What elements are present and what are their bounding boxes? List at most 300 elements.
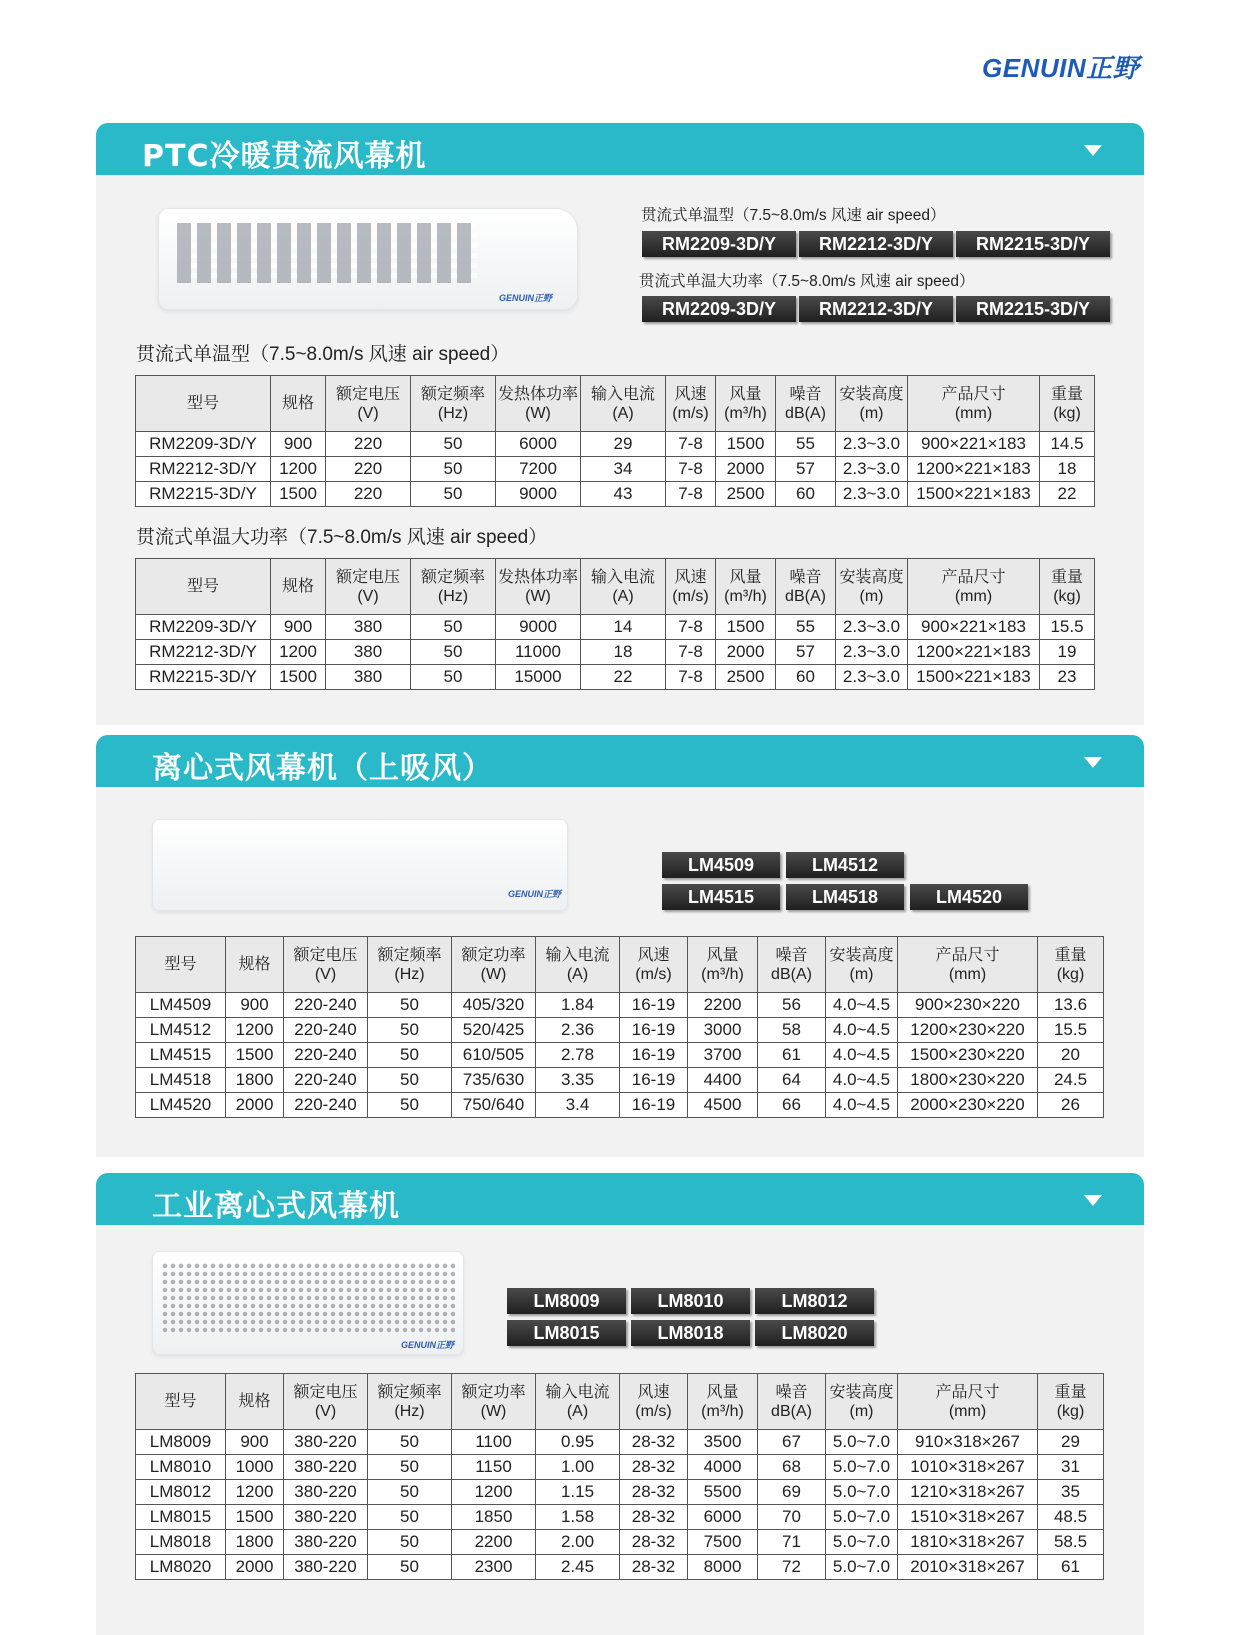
- table-cell: 18: [581, 640, 666, 665]
- table-cell: 7-8: [666, 665, 716, 690]
- table-cell: 15.5: [1038, 1018, 1104, 1043]
- table-cell: 735/630: [452, 1068, 536, 1093]
- column-header: [1038, 1374, 1104, 1430]
- model-tag: RM2209-3D/Y: [642, 231, 796, 257]
- table-cell: 9000: [496, 615, 581, 640]
- column-header: [836, 559, 908, 615]
- section-industrial-title: 工业离心式风幕机: [152, 1189, 400, 1224]
- table-row: [136, 1068, 1104, 1093]
- table-cell: 61: [758, 1043, 826, 1068]
- table-cell: 31: [1038, 1455, 1104, 1480]
- table-cell: 57: [776, 640, 836, 665]
- table-cell: 9000: [496, 482, 581, 507]
- table-cell: 2000: [226, 1555, 284, 1580]
- column-header: [452, 937, 536, 993]
- table-cell: 35: [1038, 1480, 1104, 1505]
- column-header-unit: (m): [849, 1402, 874, 1420]
- column-header-label: 安装高度: [829, 946, 894, 964]
- table-cell: 4.0~4.5: [826, 993, 898, 1018]
- column-header: [536, 1374, 620, 1430]
- table-cell: 4500: [688, 1093, 758, 1118]
- column-header-label: 额定频率: [377, 946, 442, 964]
- table-cell: LM4518: [136, 1068, 226, 1093]
- model-tag: RM2215-3D/Y: [956, 231, 1110, 257]
- column-header-unit: dB(A): [771, 1402, 812, 1420]
- column-header-label: 输入电流: [590, 385, 655, 403]
- column-header-label: 输入电流: [590, 568, 655, 586]
- spec-table-ptc-high-power: [135, 558, 1095, 690]
- column-header: [688, 937, 758, 993]
- table-cell: 380: [326, 615, 411, 640]
- product-image-industrial: GENUIN正野: [152, 1251, 464, 1355]
- table-cell: 19: [1040, 640, 1095, 665]
- spec-table-industrial: [135, 1373, 1104, 1580]
- column-header-label: 风速: [674, 385, 707, 403]
- table-cell: 900: [271, 615, 326, 640]
- column-header: [1040, 376, 1095, 432]
- table-cell: 220-240: [284, 1093, 368, 1118]
- table-cell: 43: [581, 482, 666, 507]
- column-header: [666, 376, 716, 432]
- table-cell: 900: [271, 432, 326, 457]
- table-row: [136, 1505, 1104, 1530]
- column-header-unit: (Hz): [394, 1402, 425, 1420]
- column-header-unit: dB(A): [771, 965, 812, 983]
- column-header-label: 产品尺寸: [941, 568, 1006, 586]
- brand-logo: [982, 48, 1139, 85]
- table-cell: 2000×230×220: [898, 1093, 1038, 1118]
- column-header-label: 额定频率: [420, 568, 485, 586]
- table-cell: 28-32: [620, 1480, 688, 1505]
- column-header: [1040, 559, 1095, 615]
- table-cell: 405/320: [452, 993, 536, 1018]
- column-header-label: 产品尺寸: [941, 385, 1006, 403]
- table-title: 贯流式单温大功率（7.5~8.0m/s 风速 air speed）: [136, 527, 548, 548]
- column-header: [716, 559, 776, 615]
- column-header-unit: (m³/h): [724, 587, 767, 605]
- model-tag: LM4512: [786, 852, 904, 878]
- table-cell: 1150: [452, 1455, 536, 1480]
- table-cell: 58: [758, 1018, 826, 1043]
- table-cell: 50: [368, 1555, 452, 1580]
- model-tag: LM8018: [631, 1320, 750, 1346]
- table-row: [136, 1555, 1104, 1580]
- table-cell: 56: [758, 993, 826, 1018]
- table-cell: 1.58: [536, 1505, 620, 1530]
- table-cell: 50: [411, 482, 496, 507]
- table-cell: 220-240: [284, 1068, 368, 1093]
- table-cell: 5.0~7.0: [826, 1505, 898, 1530]
- brand-logo-en: GENUIN: [982, 53, 1087, 83]
- column-header: [368, 1374, 452, 1430]
- model-tag: LM4518: [786, 884, 904, 910]
- column-header: [1038, 937, 1104, 993]
- table-cell: 1200: [226, 1480, 284, 1505]
- table-cell: 1200: [271, 640, 326, 665]
- table-cell: 50: [368, 1480, 452, 1505]
- table-cell: 220-240: [284, 1043, 368, 1068]
- table-cell: RM2215-3D/Y: [136, 482, 271, 507]
- column-header-label: 额定频率: [377, 1383, 442, 1401]
- table-cell: 1810×318×267: [898, 1530, 1038, 1555]
- table-cell: 1500: [271, 665, 326, 690]
- column-header-label: 额定电压: [335, 385, 400, 403]
- table-cell: 1.15: [536, 1480, 620, 1505]
- column-header: [326, 559, 411, 615]
- table-cell: 24.5: [1038, 1068, 1104, 1093]
- table-cell: 2.00: [536, 1530, 620, 1555]
- table-row: [136, 1530, 1104, 1555]
- column-header: [536, 937, 620, 993]
- column-header-unit: (Hz): [437, 404, 469, 422]
- column-header: [898, 1374, 1038, 1430]
- column-header-label: 产品尺寸: [935, 946, 1000, 964]
- table-cell: LM4515: [136, 1043, 226, 1068]
- table-cell: 29: [581, 432, 666, 457]
- table-cell: 7-8: [666, 432, 716, 457]
- table-cell: 1000: [226, 1455, 284, 1480]
- column-header-label: 风量: [729, 385, 762, 403]
- table-cell: 50: [368, 1018, 452, 1043]
- table-cell: 1500: [716, 615, 776, 640]
- table-cell: 900: [226, 993, 284, 1018]
- column-header-label: 额定电压: [293, 946, 358, 964]
- table-cell: 50: [411, 432, 496, 457]
- column-header-label: 额定功率: [461, 1383, 526, 1401]
- column-header: [226, 1374, 284, 1430]
- column-header-label: 型号: [164, 956, 197, 973]
- table-cell: RM2212-3D/Y: [136, 457, 271, 482]
- table-cell: 3500: [688, 1430, 758, 1455]
- table-cell: 2300: [452, 1555, 536, 1580]
- table-cell: 3700: [688, 1043, 758, 1068]
- column-header: [666, 559, 716, 615]
- table-cell: LM8010: [136, 1455, 226, 1480]
- table-cell: 1500: [226, 1505, 284, 1530]
- column-header: [411, 559, 496, 615]
- table-cell: 50: [368, 1530, 452, 1555]
- model-tag: LM8020: [755, 1320, 874, 1346]
- column-header-unit: (mm): [948, 1402, 987, 1420]
- table-cell: 6000: [496, 432, 581, 457]
- table-cell: 1200×221×183: [908, 640, 1040, 665]
- column-header-unit: (V): [314, 965, 337, 983]
- chevron-down-icon[interactable]: [1084, 1195, 1102, 1206]
- section-ptc-header[interactable]: [96, 123, 1144, 175]
- spec-table-ptc-standard: [135, 375, 1095, 507]
- section-centrifugal-title: 离心式风幕机（上吸风）: [152, 751, 493, 786]
- column-header-unit: (A): [612, 587, 634, 605]
- table-cell: 2200: [688, 993, 758, 1018]
- table-cell: 220: [326, 482, 411, 507]
- column-header-unit: dB(A): [785, 404, 826, 422]
- table-cell: 64: [758, 1068, 826, 1093]
- table-cell: 15.5: [1040, 615, 1095, 640]
- column-header-unit: (m³/h): [701, 965, 744, 983]
- table-cell: 2.3~3.0: [836, 615, 908, 640]
- table-cell: 1.84: [536, 993, 620, 1018]
- table-cell: 380-220: [284, 1455, 368, 1480]
- column-header: [898, 937, 1038, 993]
- column-header-unit: (m³/h): [701, 1402, 744, 1420]
- table-cell: 2000: [716, 457, 776, 482]
- table-cell: 380-220: [284, 1530, 368, 1555]
- table-row: [136, 1093, 1104, 1118]
- column-header: [836, 376, 908, 432]
- section-centrifugal-header[interactable]: [96, 735, 1144, 787]
- table-cell: 71: [758, 1530, 826, 1555]
- table-cell: 1500×230×220: [898, 1043, 1038, 1068]
- column-header-label: 输入电流: [545, 946, 610, 964]
- table-cell: 900×221×183: [908, 615, 1040, 640]
- table-cell: 380: [326, 665, 411, 690]
- table-cell: 1200: [452, 1480, 536, 1505]
- table-cell: 2500: [716, 665, 776, 690]
- column-header-unit: (V): [357, 404, 379, 422]
- column-header-label: 额定功率: [461, 946, 526, 964]
- table-cell: 900×221×183: [908, 432, 1040, 457]
- table-row: [136, 993, 1104, 1018]
- column-header-label: 产品尺寸: [935, 1383, 1000, 1401]
- table-cell: 1200: [226, 1018, 284, 1043]
- column-header-label: 额定电压: [335, 568, 400, 586]
- column-header: [758, 1374, 826, 1430]
- product-image-ptc: GENUIN正野: [158, 208, 578, 310]
- column-header-label: 重量: [1050, 568, 1083, 586]
- column-header: [368, 937, 452, 993]
- table-cell: 55: [776, 615, 836, 640]
- table-cell: 7-8: [666, 457, 716, 482]
- table-row: [136, 1043, 1104, 1068]
- model-tag: RM2212-3D/Y: [799, 296, 953, 322]
- table-cell: 48.5: [1038, 1505, 1104, 1530]
- table-cell: 1100: [452, 1430, 536, 1455]
- column-header-unit: (V): [314, 1402, 337, 1420]
- table-cell: 4400: [688, 1068, 758, 1093]
- table-cell: LM8012: [136, 1480, 226, 1505]
- column-header-unit: (m): [859, 587, 884, 605]
- table-cell: 50: [411, 665, 496, 690]
- table-cell: 2010×318×267: [898, 1555, 1038, 1580]
- table-cell: 1200: [271, 457, 326, 482]
- model-tag: LM4520: [910, 884, 1028, 910]
- column-header: [716, 376, 776, 432]
- column-header: [826, 1374, 898, 1430]
- model-tag: LM8010: [631, 1288, 750, 1314]
- table-cell: 1010×318×267: [898, 1455, 1038, 1480]
- table-cell: 610/505: [452, 1043, 536, 1068]
- table-row: [136, 432, 1095, 457]
- table-cell: LM4520: [136, 1093, 226, 1118]
- model-tag: LM4515: [662, 884, 780, 910]
- column-header-unit: (A): [566, 965, 589, 983]
- table-cell: 8000: [688, 1555, 758, 1580]
- column-header-label: 额定频率: [420, 385, 485, 403]
- table-cell: 220: [326, 432, 411, 457]
- table-cell: 7-8: [666, 640, 716, 665]
- table-cell: 11000: [496, 640, 581, 665]
- column-header-label: 规格: [281, 578, 314, 595]
- column-header: [581, 559, 666, 615]
- table-cell: 18: [1040, 457, 1095, 482]
- column-header-label: 噪音: [775, 946, 808, 964]
- table-cell: 29: [1038, 1430, 1104, 1455]
- column-header-unit: (m/s): [635, 965, 672, 983]
- table-cell: 20: [1038, 1043, 1104, 1068]
- column-header-label: 重量: [1054, 1383, 1087, 1401]
- table-cell: 22: [581, 665, 666, 690]
- table-cell: 50: [411, 457, 496, 482]
- column-header: [776, 559, 836, 615]
- table-row: [136, 1018, 1104, 1043]
- chevron-down-icon[interactable]: [1084, 145, 1102, 156]
- column-header: [136, 376, 271, 432]
- column-header-unit: (kg): [1053, 587, 1081, 605]
- section-industrial: [96, 1173, 1144, 1635]
- table-cell: 50: [411, 615, 496, 640]
- table-cell: 16-19: [620, 1093, 688, 1118]
- column-header: [411, 376, 496, 432]
- table-cell: 61: [1038, 1555, 1104, 1580]
- table-row: [136, 665, 1095, 690]
- column-header-label: 型号: [164, 1393, 197, 1410]
- column-header: [452, 1374, 536, 1430]
- table-cell: 72: [758, 1555, 826, 1580]
- column-header: [284, 1374, 368, 1430]
- column-header-unit: (m³/h): [724, 404, 767, 422]
- column-header: [776, 376, 836, 432]
- column-header-unit: (m): [859, 404, 884, 422]
- table-cell: 15000: [496, 665, 581, 690]
- column-header-label: 风量: [706, 1383, 739, 1401]
- column-header-label: 风量: [706, 946, 739, 964]
- table-cell: 1500: [716, 432, 776, 457]
- column-header-unit: (A): [566, 1402, 589, 1420]
- table-cell: 70: [758, 1505, 826, 1530]
- model-tag: RM2212-3D/Y: [799, 231, 953, 257]
- table-cell: 68: [758, 1455, 826, 1480]
- table-cell: 1500×221×183: [908, 482, 1040, 507]
- table-cell: 220: [326, 457, 411, 482]
- column-header-label: 安装高度: [829, 1383, 894, 1401]
- table-cell: 5.0~7.0: [826, 1430, 898, 1455]
- column-header: [284, 937, 368, 993]
- table-cell: 0.95: [536, 1430, 620, 1455]
- table-cell: 380-220: [284, 1505, 368, 1530]
- table-cell: 4.0~4.5: [826, 1018, 898, 1043]
- table-row: [136, 457, 1095, 482]
- table-cell: 28-32: [620, 1555, 688, 1580]
- column-header-label: 风速: [674, 568, 707, 586]
- table-cell: 1800×230×220: [898, 1068, 1038, 1093]
- table-cell: 2.78: [536, 1043, 620, 1068]
- chevron-down-icon[interactable]: [1084, 757, 1102, 768]
- table-row: [136, 1480, 1104, 1505]
- table-cell: 5.0~7.0: [826, 1555, 898, 1580]
- table-cell: 3.4: [536, 1093, 620, 1118]
- column-header-unit: (mm): [954, 404, 993, 422]
- table-cell: 16-19: [620, 1018, 688, 1043]
- column-header-unit: (m/s): [672, 404, 709, 422]
- column-header: [271, 376, 326, 432]
- table-cell: 900×230×220: [898, 993, 1038, 1018]
- table-cell: RM2209-3D/Y: [136, 432, 271, 457]
- section-ptc: [96, 123, 1144, 725]
- table-cell: 69: [758, 1480, 826, 1505]
- column-header-label: 噪音: [789, 568, 822, 586]
- table-cell: 1500: [226, 1043, 284, 1068]
- table-cell: 7-8: [666, 482, 716, 507]
- table-cell: 2000: [716, 640, 776, 665]
- column-header-unit: (V): [357, 587, 379, 605]
- variant-label-1: 贯流式单温型（7.5~8.0m/s 风速 air speed）: [641, 207, 946, 224]
- column-header-label: 噪音: [775, 1383, 808, 1401]
- table-cell: 50: [368, 1505, 452, 1530]
- table-cell: 14.5: [1040, 432, 1095, 457]
- table-cell: 2.3~3.0: [836, 640, 908, 665]
- product-image-centrifugal: GENUIN正野: [152, 819, 568, 911]
- column-header-unit: (m): [849, 965, 874, 983]
- column-header-label: 型号: [186, 578, 219, 595]
- table-cell: 28-32: [620, 1430, 688, 1455]
- column-header-unit: (Hz): [437, 587, 469, 605]
- table-cell: 1850: [452, 1505, 536, 1530]
- table-cell: 1800: [226, 1530, 284, 1555]
- table-cell: 7200: [496, 457, 581, 482]
- variant-label-2: 贯流式单温大功率（7.5~8.0m/s 风速 air speed）: [639, 273, 975, 290]
- table-cell: 50: [368, 1430, 452, 1455]
- column-header-unit: (A): [612, 404, 634, 422]
- table-cell: 66: [758, 1093, 826, 1118]
- model-tag: LM4509: [662, 852, 780, 878]
- section-ptc-title: PTC冷暖贯流风幕机: [142, 139, 427, 174]
- table-cell: 57: [776, 457, 836, 482]
- column-header-unit: (kg): [1056, 1402, 1085, 1420]
- column-header-unit: (kg): [1056, 965, 1085, 983]
- column-header-label: 型号: [186, 395, 219, 412]
- table-cell: 1510×318×267: [898, 1505, 1038, 1530]
- table-cell: 1210×318×267: [898, 1480, 1038, 1505]
- column-header-label: 发热体功率: [497, 568, 578, 586]
- column-header-unit: (W): [480, 1402, 507, 1420]
- column-header-unit: (mm): [954, 587, 993, 605]
- model-tag: LM8012: [755, 1288, 874, 1314]
- table-cell: 28-32: [620, 1530, 688, 1555]
- section-industrial-header[interactable]: [96, 1173, 1144, 1225]
- column-header-unit: (W): [480, 965, 507, 983]
- model-tag: RM2215-3D/Y: [956, 296, 1110, 322]
- model-tag: LM8009: [507, 1288, 626, 1314]
- table-cell: 34: [581, 457, 666, 482]
- table-cell: LM8018: [136, 1530, 226, 1555]
- table-cell: 1.00: [536, 1455, 620, 1480]
- column-header: [496, 559, 581, 615]
- column-header-label: 风速: [637, 946, 670, 964]
- column-header: [826, 937, 898, 993]
- table-cell: 1500: [271, 482, 326, 507]
- column-header: [620, 937, 688, 993]
- table-cell: 2000: [226, 1093, 284, 1118]
- column-header-unit: dB(A): [785, 587, 826, 605]
- table-cell: 5500: [688, 1480, 758, 1505]
- column-header: [326, 376, 411, 432]
- table-cell: 67: [758, 1430, 826, 1455]
- table-cell: 5.0~7.0: [826, 1455, 898, 1480]
- column-header: [496, 376, 581, 432]
- table-cell: 380: [326, 640, 411, 665]
- table-cell: 750/640: [452, 1093, 536, 1118]
- table-cell: 6000: [688, 1505, 758, 1530]
